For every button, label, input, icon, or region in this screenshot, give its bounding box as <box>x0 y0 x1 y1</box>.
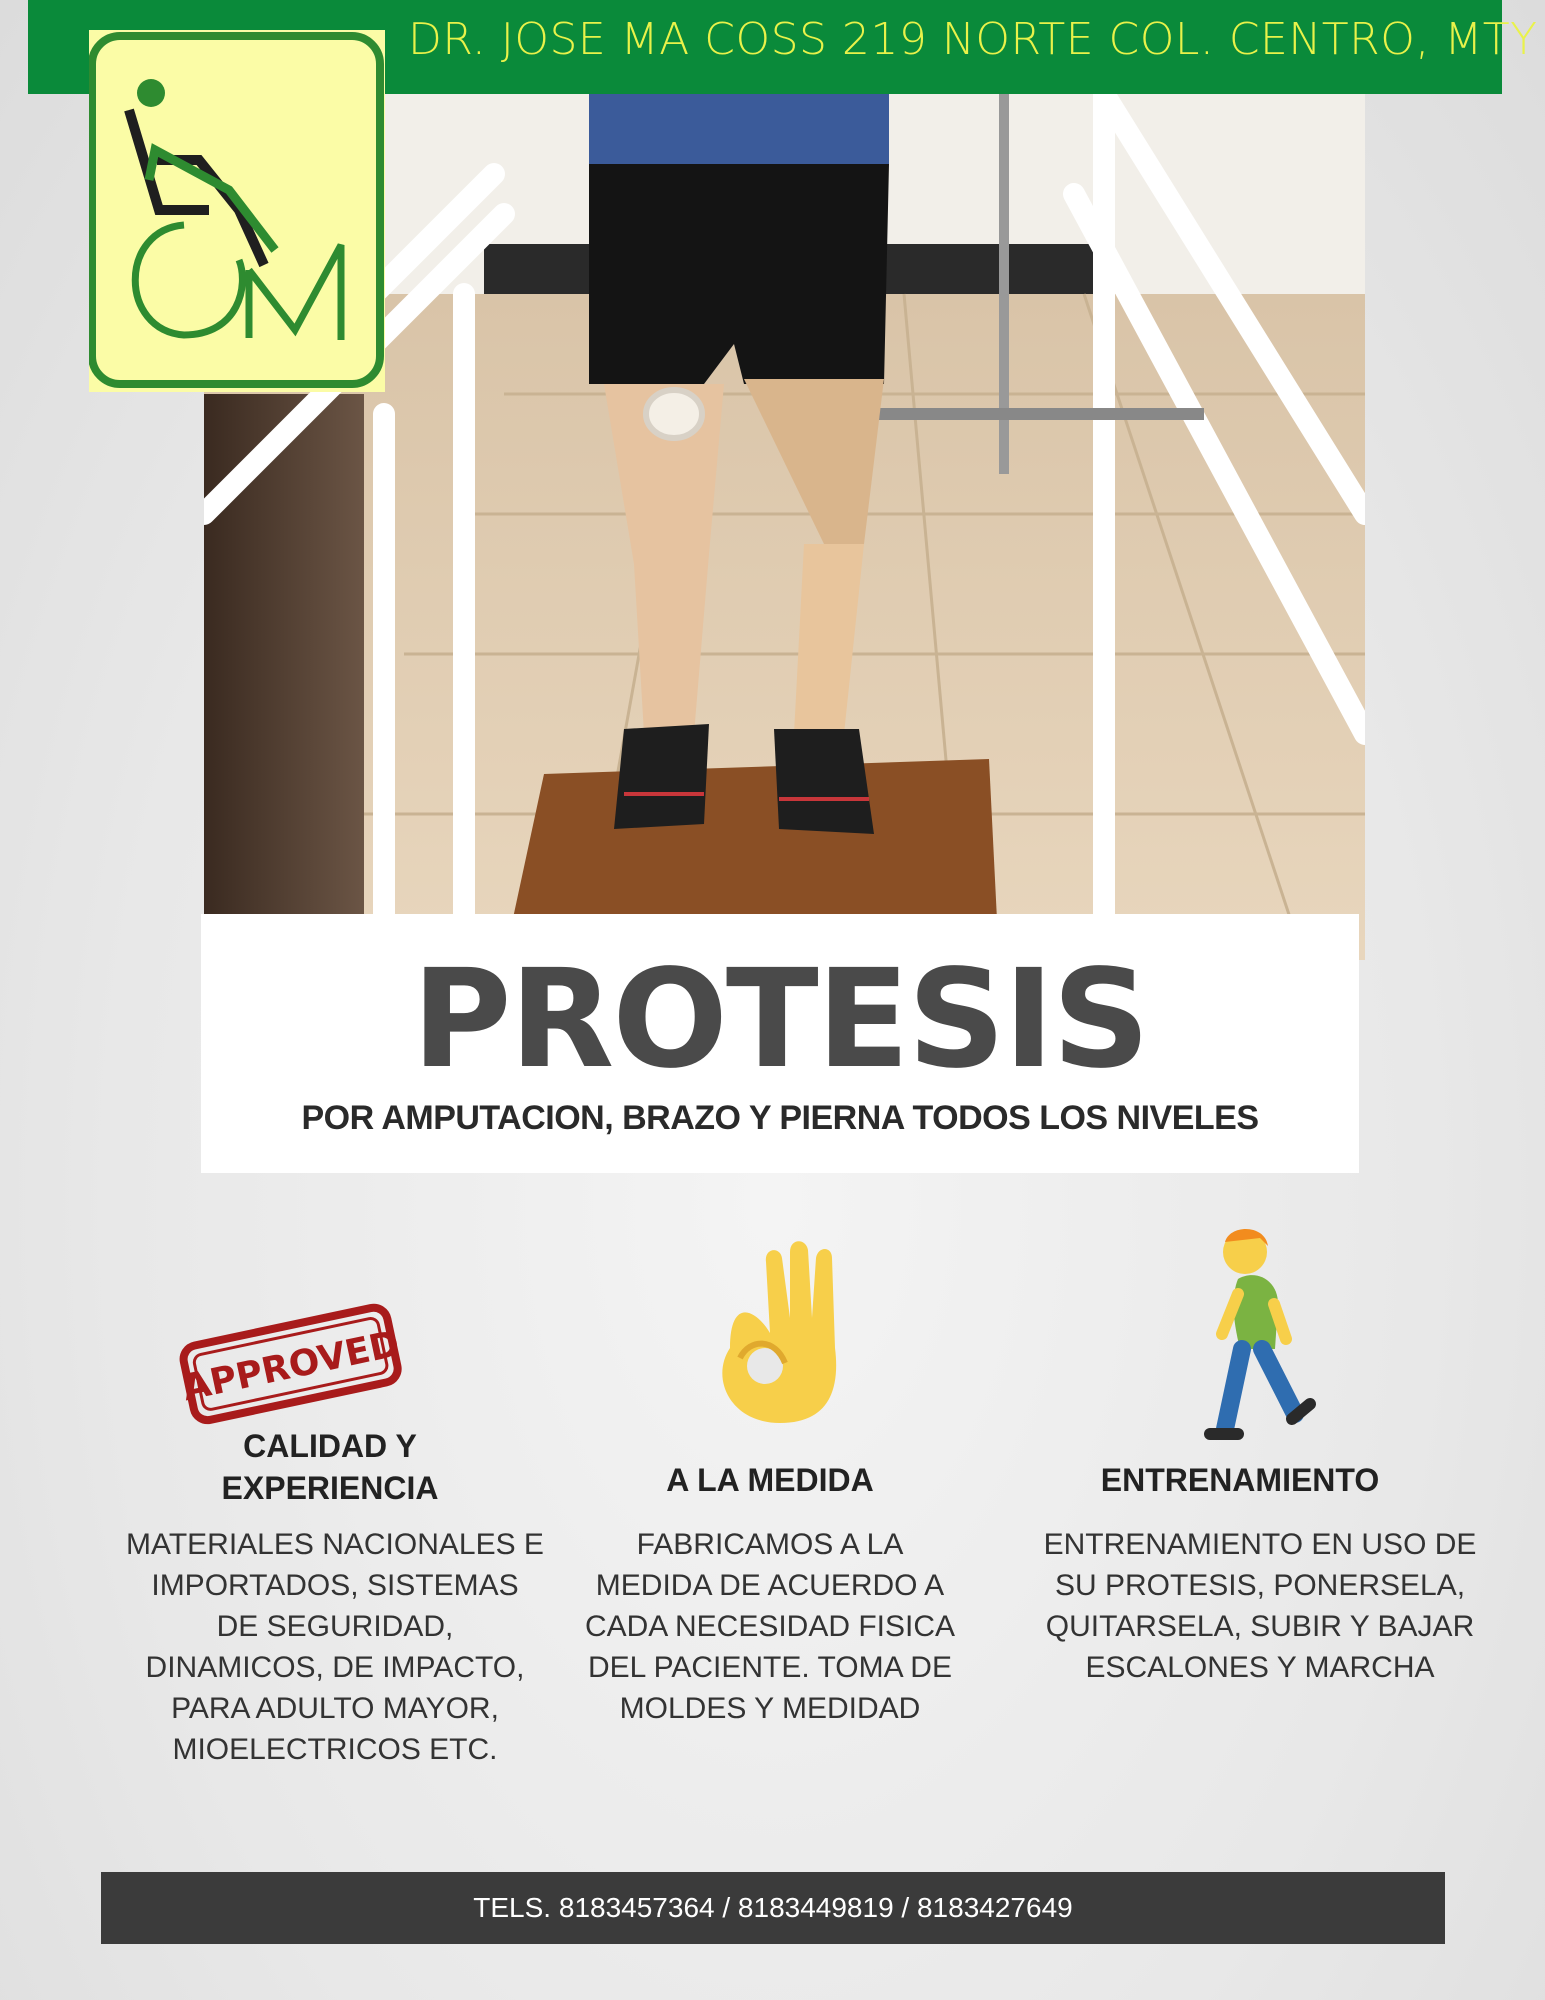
phone-numbers[interactable]: TELS. 8183457364 / 8183449819 / 8183427649 <box>473 1892 1073 1923</box>
feature-title-quality <box>130 1426 530 1509</box>
desc-line: FABRICAMOS A LA <box>636 1528 904 1561</box>
feature-desc-quality <box>110 1524 560 1770</box>
feature-desc-custom <box>570 1524 970 1729</box>
walking-person-icon <box>1200 1224 1320 1451</box>
desc-line: ESCALONES Y MARCHA <box>1085 1651 1435 1684</box>
title-card <box>201 914 1359 1173</box>
feature-title-line: EXPERIENCIA <box>221 1469 439 1506</box>
feature-desc-training <box>1020 1524 1500 1688</box>
desc-line: MOLDES Y MEDIDAD <box>619 1692 921 1725</box>
desc-line: CADA NECESIDAD FISICA <box>584 1610 956 1643</box>
desc-line: MEDIDA DE ACUERDO A <box>595 1569 945 1602</box>
ok-hand-icon <box>700 1238 850 1433</box>
desc-line: DEL PACIENTE. TOMA DE <box>588 1651 952 1684</box>
svg-text:APPROVED: APPROVED <box>179 1323 404 1410</box>
desc-line: DINAMICOS, DE IMPACTO, <box>145 1651 525 1684</box>
desc-line: IMPORTADOS, SISTEMAS <box>151 1569 519 1602</box>
desc-line: MATERIALES NACIONALES E <box>126 1528 544 1561</box>
footer-bar <box>101 1872 1445 1944</box>
page-title: PROTESIS <box>411 941 1149 1099</box>
desc-line: DE SEGURIDAD, <box>216 1610 454 1643</box>
feature-title-line: CALIDAD Y <box>243 1428 417 1464</box>
desc-line: PARA ADULTO MAYOR, <box>171 1692 499 1725</box>
desc-line: ENTRENAMIENTO EN USO DE <box>1043 1528 1477 1561</box>
approved-stamp-icon <box>172 1292 408 1435</box>
desc-line: SU PROTESIS, PONERSELA, <box>1054 1569 1466 1602</box>
clinic-logo <box>89 30 385 392</box>
page-subtitle: POR AMPUTACION, BRAZO Y PIERNA TODOS LOS NIVELES <box>301 1099 1259 1137</box>
feature-title-training: ENTRENAMIENTO <box>1100 1462 1380 1498</box>
desc-line: MIOELECTRICOS ETC. <box>172 1733 498 1766</box>
feature-title-custom: A LA MEDIDA <box>666 1462 874 1498</box>
address-text: DR. JOSE MA COSS 219 NORTE COL. CENTRO, MTY <box>408 14 1538 65</box>
desc-line: QUITARSELA, SUBIR Y BAJAR <box>1045 1610 1475 1643</box>
wheelchair-logo-icon <box>89 30 385 392</box>
